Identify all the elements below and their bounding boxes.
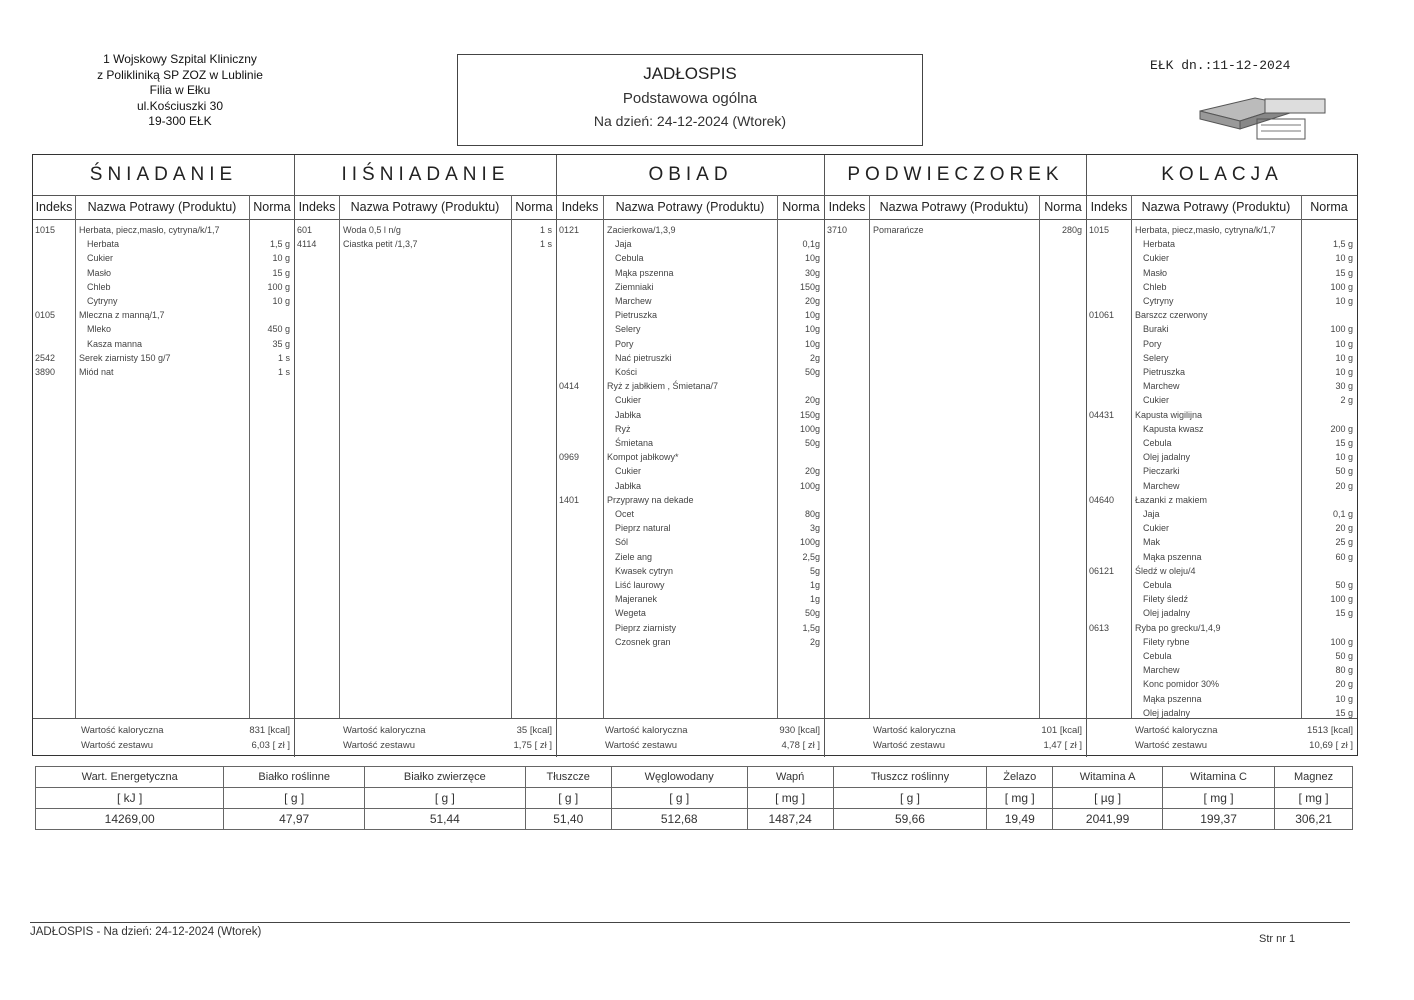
- row-norma: 80 g: [1335, 665, 1353, 676]
- row-product-name: Kapusta kwasz: [1143, 423, 1204, 434]
- nutrient-value: 512,68: [611, 809, 747, 830]
- nutrient-value: 51,40: [525, 809, 611, 830]
- row-index: 4114: [297, 239, 317, 250]
- row-norma: 10 g: [1335, 253, 1353, 264]
- row-product-name: Chleb: [1143, 281, 1167, 292]
- kcal-value: 1513 [kcal]: [1307, 725, 1353, 736]
- row-product-name: Mąka pszenna: [1143, 693, 1202, 704]
- row-product-name: Mak: [1143, 537, 1161, 548]
- row-index: 04431: [1089, 409, 1115, 420]
- row-norma: 1 s: [539, 239, 552, 250]
- nutrient-value: 1487,24: [747, 809, 833, 830]
- row-product-name: Ziele ang: [615, 551, 653, 562]
- kcal-value: 930 [kcal]: [779, 725, 820, 736]
- row-norma: 20g: [804, 466, 820, 477]
- nutrient-header: Tłuszcze: [525, 767, 611, 788]
- page-title: JADŁOSPIS: [643, 64, 737, 83]
- hospital-line: ul.Kościuszki 30: [136, 98, 224, 113]
- meal-title: OBIAD: [557, 155, 824, 196]
- row-norma: 100g: [799, 423, 820, 434]
- nutrient-unit: [ µg ]: [1053, 788, 1163, 809]
- row-product-name: Wegeta: [615, 608, 646, 619]
- row-product-name: Herbata, piecz,masło, cytryna/k/1,7: [79, 225, 220, 235]
- row-product-name: Selery: [615, 324, 641, 335]
- column-divider: [339, 195, 340, 719]
- column-header-label: Norma: [253, 200, 291, 214]
- row-norma: 50 g: [1335, 580, 1353, 590]
- column-divider: [249, 195, 250, 719]
- row-index: 1015: [35, 225, 56, 235]
- row-norma: 100g: [799, 537, 820, 548]
- row-product-name: Cukier: [87, 253, 114, 264]
- row-product-name: Zacierkowa/1,3,9: [607, 225, 676, 235]
- cost-value: 6,03 [ zł ]: [251, 740, 290, 751]
- kcal-value: 831 [kcal]: [249, 725, 290, 736]
- nutrient-header: Tłuszcz roślinny: [833, 767, 987, 788]
- row-index: 0613: [1089, 622, 1110, 633]
- cost-value: 1,75 [ zł ]: [513, 740, 552, 751]
- row-product-name: Śmietana: [615, 438, 654, 448]
- row-norma: 1 s: [277, 367, 290, 377]
- row-product-name: Kompot jabłkowy*: [607, 452, 679, 463]
- footer-title: JADŁOSPIS - Na dzień: 24-12-2024 (Wtorek): [30, 926, 262, 938]
- row-norma: 10 g: [1335, 452, 1353, 463]
- cost-label: Wartość zestawu: [605, 740, 677, 751]
- row-index: 3890: [35, 367, 56, 377]
- column-header-label: Nazwa Potrawy (Produktu): [1141, 200, 1291, 214]
- row-index: 0105: [35, 310, 56, 321]
- column-header-label: Norma: [515, 200, 553, 214]
- nutrient-unit: [ g ]: [224, 788, 365, 809]
- row-norma: 10 g: [1335, 338, 1353, 349]
- row-norma: 100 g: [1330, 636, 1353, 647]
- row-norma: 100 g: [1330, 594, 1353, 605]
- row-norma: 10g: [804, 310, 820, 321]
- column-header-label: Indeks: [561, 200, 599, 214]
- meal-title: KOLACJA: [1087, 155, 1357, 196]
- row-norma: 15 g: [1335, 438, 1353, 448]
- column-header-label: Indeks: [828, 200, 866, 214]
- row-norma: 10 g: [1335, 367, 1353, 377]
- row-product-name: Ryż z jabłkiem , Śmietana/7: [607, 381, 719, 392]
- nutrition-row: [36, 767, 1353, 788]
- row-product-name: Cebula: [1143, 651, 1172, 661]
- row-norma: 10 g: [1335, 693, 1353, 704]
- column-divider: [75, 195, 76, 719]
- row-norma: 10g: [804, 324, 820, 335]
- cost-label: Wartość zestawu: [343, 740, 415, 751]
- row-product-name: Majeranek: [615, 594, 658, 605]
- row-norma: 0,1g: [802, 239, 820, 250]
- column-header-label: Nazwa Potrawy (Produktu): [615, 200, 765, 214]
- nutrient-header: Witamina C: [1163, 767, 1275, 788]
- nutrient-unit: [ kJ ]: [36, 788, 224, 809]
- row-norma: 15 g: [272, 267, 290, 278]
- row-product-name: Śledź w oleju/4: [1135, 565, 1196, 576]
- row-product-name: Woda 0,5 l n/g: [343, 225, 401, 235]
- summary-divider: [295, 718, 556, 719]
- row-product-name: Ocet: [615, 509, 635, 519]
- row-product-name: Marchew: [615, 296, 652, 306]
- nutrient-unit: [ mg ]: [747, 788, 833, 809]
- row-norma: 20 g: [1335, 480, 1353, 491]
- nutrient-value: 199,37: [1163, 809, 1275, 830]
- city-date: EŁK dn.:11-12-2024: [1150, 58, 1291, 73]
- row-product-name: Filety rybne: [1143, 636, 1190, 647]
- column-header: [825, 195, 1086, 220]
- row-norma: 3g: [809, 523, 820, 534]
- row-product-name: Mąka pszenna: [1143, 551, 1202, 562]
- column-header: [295, 195, 556, 220]
- nutrient-unit: [ mg ]: [987, 788, 1053, 809]
- nutrient-value: 14269,00: [36, 809, 224, 830]
- row-product-name: Pieprz ziarnisty: [615, 622, 677, 633]
- kcal-label: Wartość kaloryczna: [81, 725, 164, 736]
- row-product-name: Jaja: [1143, 509, 1160, 519]
- row-product-name: Chleb: [87, 281, 111, 292]
- cost-label: Wartość zestawu: [1135, 740, 1207, 751]
- row-norma: 1,5g: [802, 622, 820, 633]
- row-product-name: Przyprawy na dekade: [607, 494, 694, 505]
- row-norma: 20 g: [1335, 679, 1353, 690]
- column-header-label: Nazwa Potrawy (Produktu): [879, 200, 1029, 214]
- meal-plan-grid: [32, 154, 1358, 756]
- row-norma: 80g: [804, 509, 820, 519]
- meal-column: [33, 155, 295, 757]
- row-index: 0121: [559, 225, 580, 235]
- nutrition-table: [35, 766, 1353, 830]
- row-product-name: Ryż: [615, 423, 631, 434]
- meal-column: [825, 155, 1087, 757]
- hospital-line: 1 Wojskowy Szpital Kliniczny: [103, 52, 257, 66]
- meal-title: PODWIECZOREK: [825, 155, 1086, 196]
- summary-divider: [33, 718, 294, 719]
- row-norma: 50g: [804, 438, 820, 448]
- row-product-name: Marchew: [1143, 480, 1180, 491]
- row-norma: 0,1 g: [1332, 509, 1353, 519]
- row-product-name: Ryba po grecku/1,4,9: [1135, 622, 1221, 633]
- meal-column: [1087, 155, 1357, 757]
- meal-title: ŚNIADANIE: [33, 155, 294, 196]
- row-product-name: Marchew: [1143, 665, 1180, 676]
- row-product-name: Konc pomidor 30%: [1143, 679, 1220, 690]
- row-norma: 50g: [804, 608, 820, 619]
- nutrient-unit: [ g ]: [833, 788, 987, 809]
- nutrition-row: [36, 788, 1353, 809]
- nutrient-unit: [ g ]: [364, 788, 525, 809]
- row-product-name: Herbata: [1143, 239, 1176, 250]
- row-norma: 10 g: [1335, 352, 1353, 363]
- column-divider: [1301, 195, 1302, 719]
- row-product-name: Pomarańcze: [873, 225, 924, 235]
- summary-divider: [557, 718, 824, 719]
- page-number: Str nr 1: [1259, 933, 1296, 945]
- row-product-name: Cukier: [1143, 395, 1170, 406]
- row-product-name: Olej jadalny: [1143, 608, 1191, 619]
- row-norma: 10 g: [272, 296, 290, 306]
- row-norma: 15 g: [1335, 608, 1353, 619]
- cost-value: 10,69 [ zł ]: [1309, 740, 1353, 751]
- row-product-name: Cebula: [1143, 580, 1172, 590]
- row-norma: 1g: [809, 594, 820, 605]
- kcal-label: Wartość kaloryczna: [343, 725, 426, 736]
- hospital-line: 19-300 EŁK: [148, 114, 212, 128]
- column-header-label: Nazwa Potrawy (Produktu): [350, 200, 500, 214]
- nutrient-value: 59,66: [833, 809, 987, 830]
- row-product-name: Cukier: [1143, 523, 1170, 534]
- row-product-name: Olej jadalny: [1143, 707, 1191, 718]
- kcal-label: Wartość kaloryczna: [873, 725, 956, 736]
- footer-divider: [30, 922, 1350, 923]
- row-product-name: Sól: [615, 537, 629, 548]
- row-index: 601: [297, 225, 313, 235]
- column-divider: [511, 195, 512, 719]
- row-product-name: Pieczarki: [1143, 466, 1180, 477]
- column-header-label: Nazwa Potrawy (Produktu): [87, 200, 237, 214]
- column-divider: [1039, 195, 1040, 719]
- row-product-name: Pory: [615, 338, 634, 349]
- kcal-label: Wartość kaloryczna: [605, 725, 688, 736]
- row-product-name: Jaja: [615, 239, 632, 250]
- row-product-name: Jabłka: [615, 409, 642, 420]
- row-norma: 15 g: [1335, 267, 1353, 278]
- column-divider: [777, 195, 778, 719]
- nutrition-row: [36, 809, 1353, 830]
- row-norma: 35 g: [272, 338, 290, 349]
- nutrient-value: 19,49: [987, 809, 1053, 830]
- row-index: 0414: [559, 381, 580, 392]
- nutrient-header: Żelazo: [987, 767, 1053, 788]
- row-index: 01061: [1089, 310, 1115, 321]
- row-norma: 10g: [804, 338, 820, 349]
- row-norma: 50g: [804, 367, 820, 377]
- row-product-name: Mleczna z manną/1,7: [79, 310, 165, 321]
- row-product-name: Pory: [1143, 338, 1162, 349]
- row-norma: 450 g: [267, 324, 290, 335]
- row-product-name: Filety śledź: [1143, 594, 1189, 605]
- row-product-name: Olej jadalny: [1143, 452, 1191, 463]
- row-norma: 60 g: [1335, 551, 1353, 562]
- row-norma: 20 g: [1335, 523, 1353, 534]
- column-header-label: Indeks: [35, 200, 73, 214]
- row-product-name: Masło: [87, 267, 112, 278]
- row-norma: 150g: [799, 409, 820, 420]
- row-product-name: Pieprz natural: [615, 523, 671, 534]
- row-norma: 10 g: [272, 253, 290, 264]
- row-product-name: Kasza manna: [87, 338, 143, 349]
- cost-value: 1,47 [ zł ]: [1043, 740, 1082, 751]
- row-norma: 1 s: [277, 352, 290, 363]
- row-index: 1401: [559, 494, 580, 505]
- row-product-name: Masło: [1143, 267, 1168, 278]
- column-header: [33, 195, 294, 220]
- row-norma: 15 g: [1335, 707, 1353, 718]
- summary-divider: [1087, 718, 1357, 719]
- nutrient-header: Węglowodany: [611, 767, 747, 788]
- summary-divider: [825, 718, 1086, 719]
- column-header-label: Norma: [1044, 200, 1082, 214]
- kcal-value: 35 [kcal]: [516, 725, 552, 736]
- row-norma: 1,5 g: [269, 239, 290, 250]
- row-norma: 1g: [809, 580, 820, 590]
- nutrient-value: 47,97: [224, 809, 365, 830]
- row-norma: 100 g: [267, 281, 290, 292]
- row-product-name: Cebula: [615, 253, 644, 264]
- nutrient-header: Wapń: [747, 767, 833, 788]
- hospital-address: [60, 52, 300, 130]
- nutrient-value: 306,21: [1275, 809, 1353, 830]
- column-header-label: Indeks: [298, 200, 336, 214]
- row-product-name: Liść laurowy: [615, 580, 665, 590]
- nutrient-value: 2041,99: [1053, 809, 1163, 830]
- meal-title: IIŚNIADANIE: [295, 155, 556, 196]
- row-norma: 2g: [809, 636, 820, 647]
- row-index: 2542: [35, 352, 56, 363]
- row-product-name: Cytryny: [1143, 296, 1174, 306]
- row-norma: 100 g: [1330, 324, 1353, 335]
- row-product-name: Cebula: [1143, 438, 1172, 448]
- row-norma: 1 s: [539, 225, 552, 235]
- row-index: 0969: [559, 452, 580, 463]
- row-product-name: Herbata: [87, 239, 120, 250]
- row-product-name: Herbata, piecz,masło, cytryna/k/1,7: [1135, 225, 1276, 235]
- column-header: [557, 195, 824, 220]
- nutrient-unit: [ g ]: [525, 788, 611, 809]
- column-header: [1087, 195, 1357, 220]
- row-norma: 200 g: [1330, 423, 1353, 434]
- row-norma: 2 g: [1340, 395, 1353, 406]
- stamp-icon: [1195, 93, 1330, 143]
- nutrient-header: Witamina A: [1053, 767, 1163, 788]
- row-product-name: Mleko: [87, 324, 112, 335]
- row-norma: 50 g: [1335, 466, 1353, 477]
- row-norma: 25 g: [1335, 537, 1353, 548]
- row-product-name: Marchew: [1143, 381, 1180, 392]
- row-product-name: Jabłka: [615, 480, 642, 491]
- row-norma: 280g: [1061, 225, 1082, 235]
- nutrient-unit: [ g ]: [611, 788, 747, 809]
- row-norma: 20g: [804, 395, 820, 406]
- page-subtitle: Podstawowa ogólna: [622, 90, 758, 107]
- row-product-name: Pietruszka: [1143, 367, 1186, 377]
- row-product-name: Cukier: [615, 466, 642, 477]
- row-norma: 30 g: [1335, 381, 1353, 392]
- nutrient-header: Wart. Energetyczna: [36, 767, 224, 788]
- title-box: [457, 54, 923, 146]
- row-index: 1015: [1089, 225, 1110, 235]
- nutrient-unit: [ mg ]: [1163, 788, 1275, 809]
- column-divider: [603, 195, 604, 719]
- row-product-name: Miód nat: [79, 367, 114, 377]
- row-product-name: Kapusta wigilijna: [1135, 409, 1203, 420]
- nutrient-value: 51,44: [364, 809, 525, 830]
- column-header-label: Norma: [782, 200, 820, 214]
- row-product-name: Nać pietruszki: [615, 352, 672, 363]
- column-header-label: Indeks: [1090, 200, 1128, 214]
- row-product-name: Cukier: [615, 395, 642, 406]
- column-divider: [869, 195, 870, 719]
- row-product-name: Kwasek cytryn: [615, 565, 674, 576]
- row-norma: 5g: [809, 565, 820, 576]
- meal-column: [557, 155, 825, 757]
- row-product-name: Cytryny: [87, 296, 118, 306]
- row-norma: 2g: [809, 352, 820, 363]
- row-norma: 2,5g: [802, 551, 820, 562]
- row-product-name: Ziemniaki: [615, 281, 654, 292]
- nutrient-header: Białko zwierzęce: [364, 767, 525, 788]
- row-product-name: Cukier: [1143, 253, 1170, 264]
- nutrient-unit: [ mg ]: [1275, 788, 1353, 809]
- row-product-name: Barszcz czerwony: [1135, 310, 1208, 321]
- meal-column: [295, 155, 557, 757]
- column-divider: [1131, 195, 1132, 719]
- hospital-line: Filia w Ełku: [149, 83, 211, 97]
- column-header-label: Norma: [1310, 200, 1348, 214]
- row-norma: 1,5 g: [1332, 239, 1353, 250]
- row-norma: 100 g: [1330, 281, 1353, 292]
- row-index: 3710: [827, 225, 848, 235]
- row-index: 06121: [1089, 565, 1115, 576]
- nutrient-header: Białko roślinne: [224, 767, 365, 788]
- row-product-name: Pietruszka: [615, 310, 658, 321]
- cost-label: Wartość zestawu: [873, 740, 945, 751]
- row-product-name: Kości: [615, 367, 638, 377]
- row-product-name: Selery: [1143, 352, 1169, 363]
- row-product-name: Łazanki z makiem: [1135, 494, 1208, 505]
- cost-value: 4,78 [ zł ]: [781, 740, 820, 751]
- hospital-line: z Polikliniką SP ZOZ w Lublinie: [97, 67, 263, 82]
- kcal-label: Wartość kaloryczna: [1135, 725, 1218, 736]
- cost-label: Wartość zestawu: [81, 740, 153, 751]
- row-norma: 10g: [804, 253, 820, 264]
- row-index: 04640: [1089, 494, 1115, 505]
- row-norma: 30g: [804, 267, 820, 278]
- row-product-name: Buraki: [1143, 324, 1169, 335]
- row-product-name: Czosnek gran: [615, 636, 671, 647]
- row-norma: 100g: [799, 480, 820, 491]
- row-product-name: Ciastka petit /1,3,7: [343, 239, 418, 250]
- menu-date: Na dzień: 24-12-2024 (Wtorek): [593, 113, 787, 129]
- row-product-name: Mąka pszenna: [615, 267, 674, 278]
- row-norma: 50 g: [1335, 651, 1353, 661]
- nutrient-header: Magnez: [1275, 767, 1353, 788]
- row-norma: 150g: [799, 281, 820, 292]
- row-product-name: Serek ziarnisty 150 g/7: [79, 352, 171, 363]
- row-norma: 20g: [804, 296, 820, 306]
- row-norma: 10 g: [1335, 296, 1353, 306]
- kcal-value: 101 [kcal]: [1041, 725, 1082, 736]
